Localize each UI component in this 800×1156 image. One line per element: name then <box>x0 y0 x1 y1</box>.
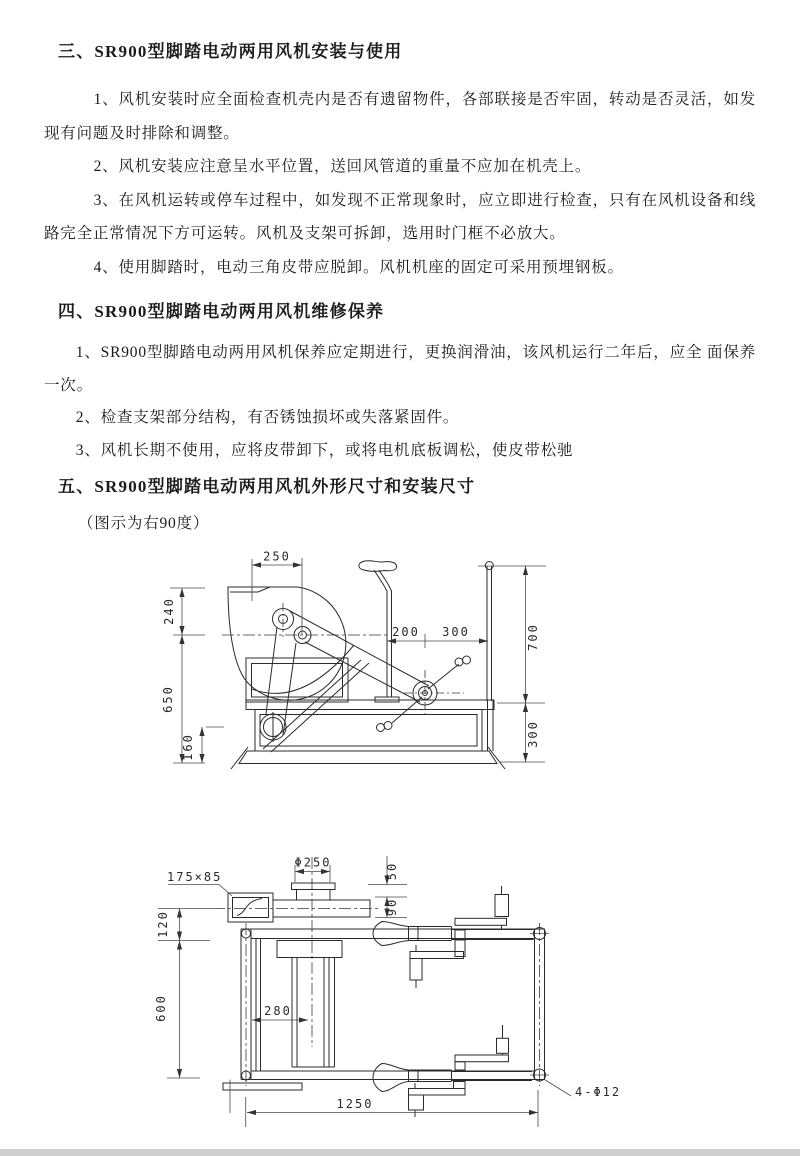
fan-mount-plan <box>277 857 342 1067</box>
section3-item-3: 3、在风机运转或停车过程中，如发现不正常现象时，应立即进行检查，只有在风机设备和线路完全正常情况下方可运转。风机及支架可拆卸，选用时门框不必放大。 <box>44 191 756 242</box>
dim-outlet-size-label: 175×85 <box>167 870 223 884</box>
pedal-crank <box>377 656 471 732</box>
section3-item-4: 4、使用脚踏时，电动三角皮带应脱卸。风机机座的固定可采用预埋钢板。 <box>93 258 624 276</box>
section4-item-1: 1、SR900型脚踏电动两用风机保养应定期进行，更换润滑油，该风机运行二年后，应全 面保养一次。 <box>44 344 756 394</box>
dim-280-label: 280 <box>264 1004 292 1018</box>
dim-600-label: 600 <box>154 994 168 1022</box>
dim-post-height-label: 700 <box>526 623 540 651</box>
handle-post <box>485 562 493 702</box>
dim-impeller-offset-label: 240 <box>162 597 176 625</box>
side-view-drawing <box>161 550 546 770</box>
dim-overall-height-label: 650 <box>161 685 175 713</box>
dim-mount-holes-label: 4-Φ12 <box>575 1085 622 1099</box>
page-bottom-edge <box>0 1149 800 1156</box>
section4-item-3: 3、风机长期不使用，应将皮带卸下，或将电机底板调松，使皮带松驰 <box>75 441 574 459</box>
dim-120-label: 120 <box>156 910 170 938</box>
section3-heading: 三、SR900型脚踏电动两用风机安装与使用 <box>58 42 403 61</box>
dim-top-width-label: 250 <box>263 549 291 564</box>
dim-base-height-label: 300 <box>526 720 540 748</box>
fan-pulleys <box>273 603 312 644</box>
rotation-note: （图示为右90度） <box>78 515 210 532</box>
dim-90-label: 90 <box>385 897 399 917</box>
frame-plan <box>223 923 549 1113</box>
dim-seat-to-crank-label: 200 <box>392 625 420 639</box>
section3-item-2: 2、风机安装应注意呈水平位置，送回风管道的重量不应加在机壳上。 <box>93 158 592 175</box>
dim-inlet-dia-label: Φ250 <box>294 855 332 870</box>
dimension-drawings <box>0 540 800 1156</box>
section5-heading: 五、SR900型脚踏电动两用风机外形尺寸和安装尺寸 <box>58 477 476 496</box>
text-content <box>44 40 756 536</box>
dim-pulley-height-label: 160 <box>181 733 195 761</box>
section4-item-2: 2、检查支架部分结构，有否锈蚀损坏或失落紧固件。 <box>75 409 460 426</box>
section4-heading: 四、SR900型脚踏电动两用风机维修保养 <box>58 302 385 321</box>
section3-item-1: 1、风机安装时应全面检查机壳内是否有遗留物件，各部联接是否牢固，转动是否灵活，如发现有问题及时排除和调整。 <box>44 91 756 142</box>
side-view-dimensions <box>161 550 546 764</box>
dim-crank-to-post-label: 300 <box>442 625 470 639</box>
motor-pulley <box>260 712 286 742</box>
top-view-drawing <box>154 856 621 1128</box>
top-view-dimensions <box>154 856 621 1128</box>
dim-50-label: 50 <box>385 861 399 881</box>
dim-1250-label: 1250 <box>336 1097 374 1111</box>
outlet-duct-plan <box>158 883 380 922</box>
